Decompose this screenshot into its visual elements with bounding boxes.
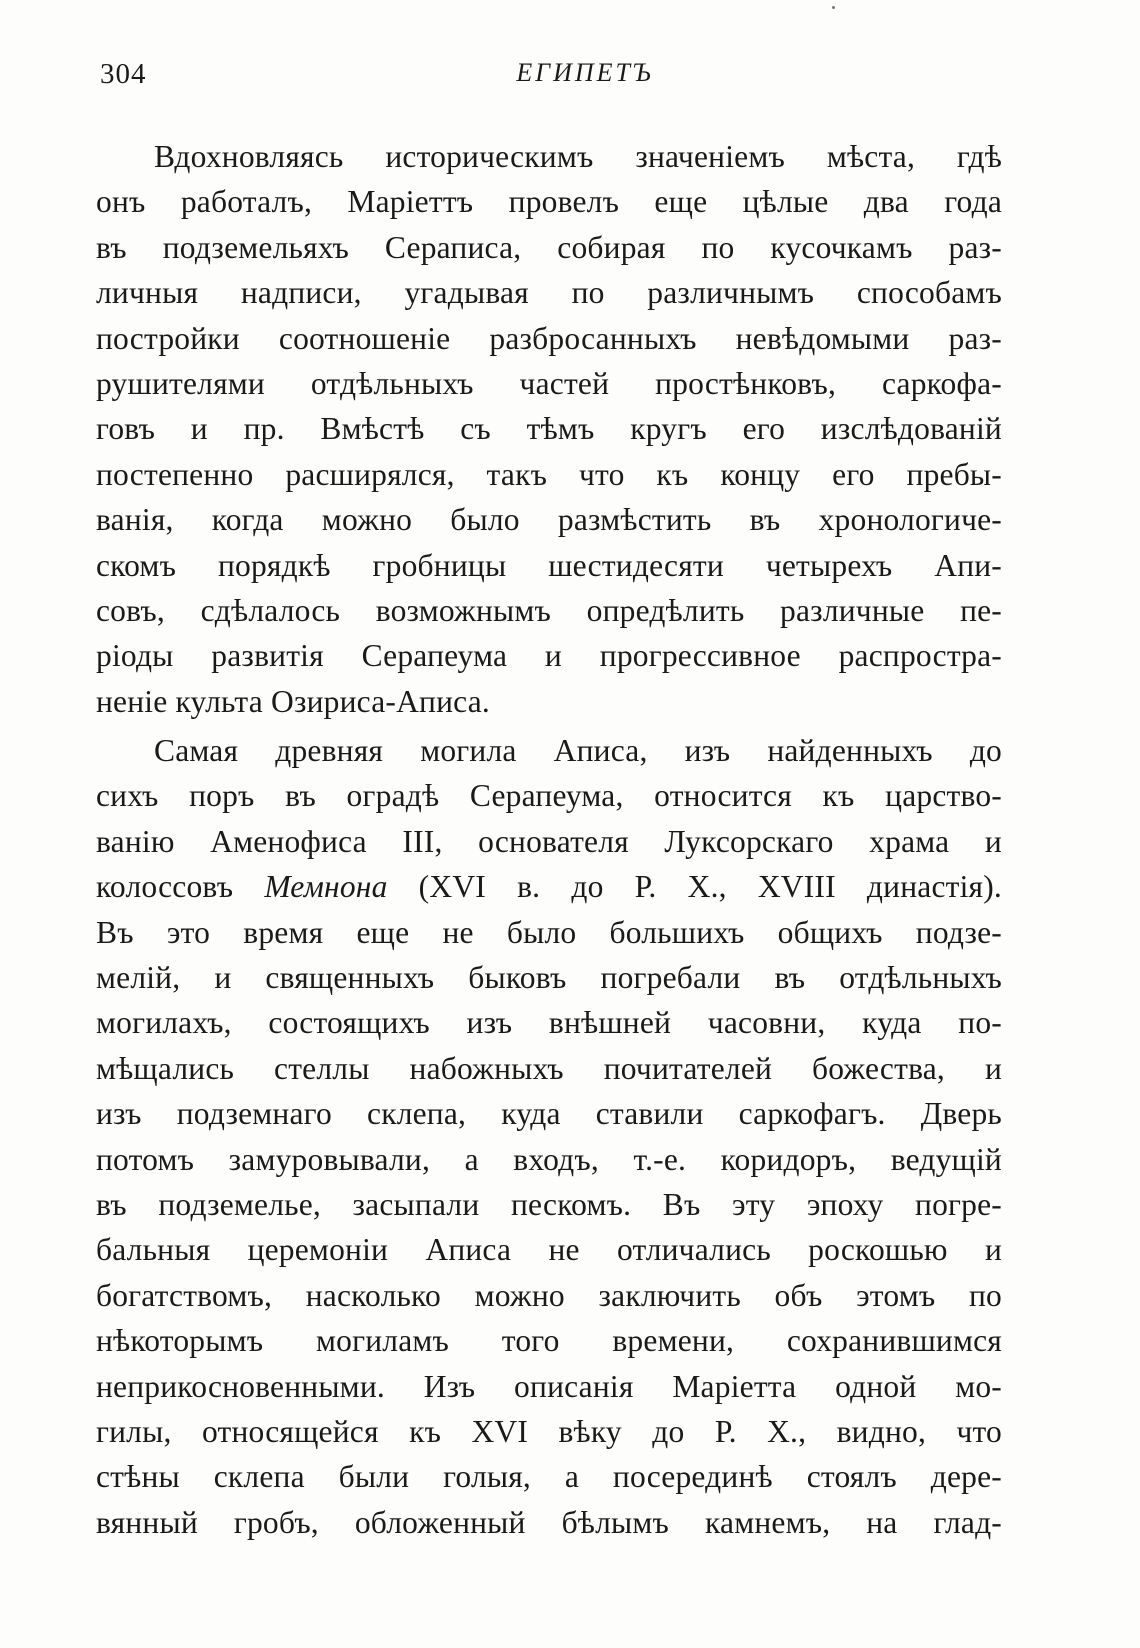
text-line: рушителями отдѣльныхъ частей простѣнковъ, саркофа- <box>96 365 1002 401</box>
text-line: онъ работалъ, Марiеттъ провелъ еще цѣлые два года <box>96 184 1002 220</box>
text-line: сихъ поръ въ оградѣ Серапеума, относится къ царство- <box>96 778 1002 814</box>
text-line: скомъ порядкѣ гробницы шестидесяти четырехъ Апи- <box>96 547 1002 583</box>
paragraph-2 <box>96 728 1002 1545</box>
text-line: бальныя церемонiи Аписа не отличались роскошью и <box>96 1232 1002 1268</box>
text-line: постройки соотношенiе разбросанныхъ невѣдомыми раз- <box>96 320 1002 356</box>
page-number: 304 <box>100 58 147 90</box>
text-line: постепенно расширялся, такъ что къ концу его пребы- <box>96 456 1002 492</box>
text-line: мелiй, и священныхъ быковъ погребали въ отдѣльныхъ <box>96 960 1002 996</box>
running-title: ЕГИПЕТЪ <box>516 58 654 87</box>
text-line: рiоды развитiя Серапеума и прогрессивное распростра- <box>96 638 1002 674</box>
text-line: ненiе культа Озириса-Аписа. <box>96 683 490 719</box>
text-line: совъ, сдѣлалось возможнымъ опредѣлить различные пе- <box>96 592 1002 628</box>
text-line: Самая древняя могила Аписа, изъ найденныхъ до <box>154 733 1002 769</box>
text-line: изъ подземнаго склепа, куда ставили саркофагъ. Дверь <box>96 1096 1002 1132</box>
text-line: мѣщались стеллы набожныхъ почитателей божества, и <box>96 1050 1002 1086</box>
text-line: ванiю Аменофиса III, основателя Луксорскаго храма и <box>96 823 1002 859</box>
text-line: говъ и пр. Вмѣстѣ съ тѣмъ кругъ его изслѣдованiй <box>96 411 1002 447</box>
text-line: Въ это время еще не было большихъ общихъ подзе- <box>96 914 1002 950</box>
text-line: нѣкоторымъ могиламъ того времени, сохранившимся <box>96 1323 1002 1359</box>
text-line: Вдохновляясь историческимъ значенiемъ мѣста, гдѣ <box>154 139 1002 174</box>
text-line: въ подземелье, засыпали пескомъ. Въ эту эпоху погре- <box>96 1186 1002 1222</box>
text-line: неприкосновенными. Изъ описанiя Марiетта одной мо- <box>96 1368 1002 1404</box>
text-line: колоссовъ Мемнона (XVI в. до Р. X., XVIII династiя). <box>96 869 1002 905</box>
text-line: вянный гробъ, обложенный бѣлымъ камнемъ, на глад- <box>96 1504 1002 1540</box>
text-line: потомъ замуровывали, а входъ, т.-е. коридоръ, ведущiй <box>96 1141 1002 1177</box>
text-line: могилахъ, состоящихъ изъ внѣшней часовни, куда по- <box>96 1005 1002 1041</box>
page-header <box>100 58 1040 98</box>
italic-name: Мемнона <box>264 869 388 905</box>
print-speck <box>832 6 835 9</box>
text-line: въ подземельяхъ Сераписа, собирая по кусочкамъ раз- <box>96 229 1002 265</box>
text-line: ванiя, когда можно было размѣстить въ хронологиче- <box>96 502 1002 538</box>
text-line: стѣны склепа были голыя, а посерединѣ стоялъ дере- <box>96 1459 1002 1495</box>
text-line: гилы, относящейся къ XVI вѣку до Р. X., видно, что <box>96 1413 1002 1449</box>
text-line: личныя надписи, угадывая по различнымъ способамъ <box>96 275 1002 311</box>
body-text <box>96 134 1002 1545</box>
text-line: богатствомъ, насколько можно заключить объ этомъ по <box>96 1277 1002 1313</box>
paragraph-1 <box>96 134 1002 724</box>
